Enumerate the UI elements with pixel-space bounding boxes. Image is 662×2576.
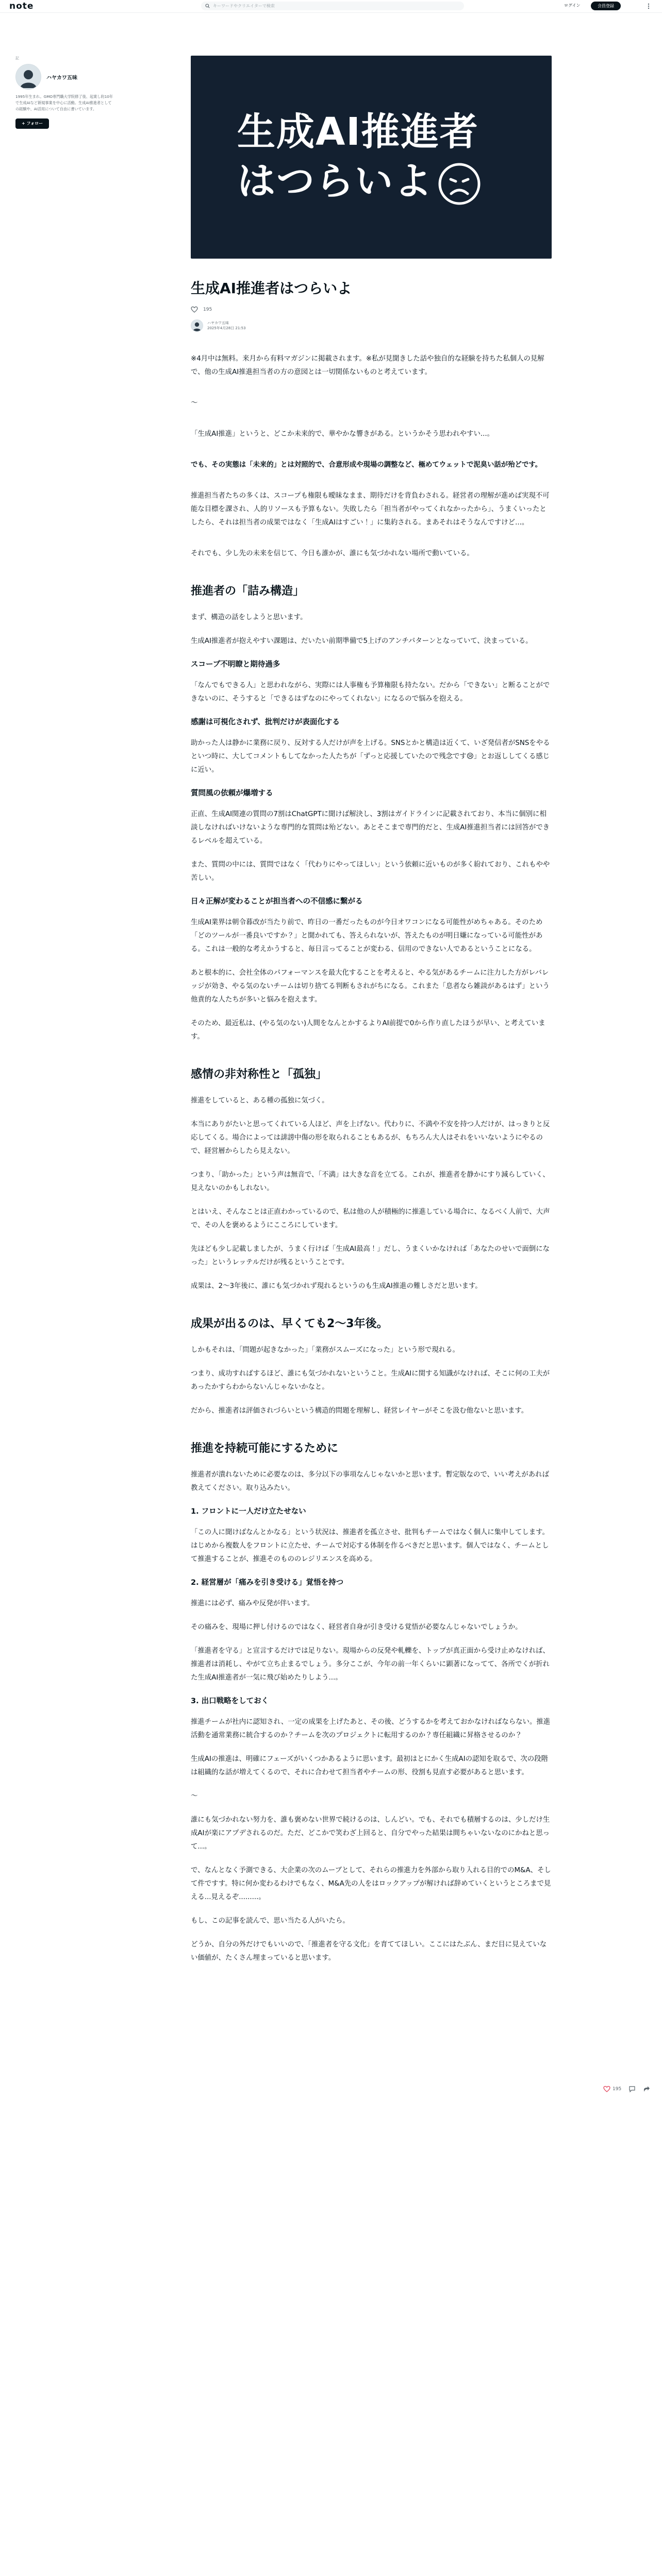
- paragraph: あと根本的に、会社全体のパフォーマンスを最大化することを考えると、やる気があるチームに注力した方がレバレッジが効き、やる気のないチームは切り捨てる判断もされがちになる。これまた「息者なら雑談があるはず」という他責的な人たちが多いと悩みを抱えます。: [191, 969, 550, 1004]
- paragraph: その痛みを、現場に押し付けるのではなく、経営者自身が引き受ける覚悟が必要なんじゃないでしょうか。: [191, 1623, 522, 1631]
- avatar[interactable]: [15, 64, 41, 90]
- meta-avatar[interactable]: [191, 319, 203, 332]
- paragraph: もし、この記事を読んで、思い当たる人がいたら。: [191, 1917, 350, 1925]
- sidebar-label: 記: [15, 56, 19, 60]
- paragraph: 成果は、2〜3年後に、誰にも気づかれず現れるというのも生成AI推進の難しさだと思います。: [191, 1282, 482, 1290]
- cover-image: [191, 56, 552, 259]
- plus-icon: +: [22, 121, 27, 126]
- signup-button[interactable]: 会員登録: [591, 2, 621, 10]
- sub-heading: 日々正解が変わることが担当者への不信感に繋がる: [191, 897, 363, 906]
- paragraph: 推進チームが社内に認知され、一定の成果を上げたあと、その後、どうするかを考えておかなければならない。推進活動を通常業務に統合するのか？チームを次のプロジェクトに転用するのか？専任組織に昇格させるのか？: [191, 1718, 551, 1739]
- article-body: [191, 352, 552, 1965]
- sub-heading: スコープ不明瞭と期待過多: [191, 660, 280, 669]
- paragraph: しかもそれは、「問題が起きなかった」「業務がスムーズになった」という形で現れる。: [191, 1346, 459, 1354]
- paragraph: 誰にも気づかれない努力を、誰も褒めない世界で続けるのは、しんどい。でも、それでも積層するのは、少しだけ生成AIが楽にアプデされるのだ。ただ、どこかで笑わざ上回ると、自分でやった結果は間ちゃいないなのにかねと思って...。: [191, 1816, 550, 1851]
- section-heading: 感情の非対称性と「孤独」: [191, 1068, 327, 1081]
- paragraph: 正直、生成AI関連の質問の7割はChatGPTに聞けば解決し、3割はガイドラインに記載されており、本当に個別に相談しなければいけないような専門的な質問は殆どない。あとそこまで専門的だと、生成AI推進担当者には回答ができるレベルを超えている。: [191, 810, 550, 845]
- paragraph: どうか、自分の外だけでもいいので、「推進者を守る文化」を育ててほしい。ここにはたぶん、まだ目に見えていない価値が、たくさん埋まっていると思います。: [191, 1941, 547, 1962]
- paragraph: また、質問の中には、質問ではなく「代わりにやってほしい」という依頼に近いものが多く紛れており、これもやや苦しい。: [191, 861, 550, 882]
- paragraph: そのため、最近私は、(やる気のない)人間をなんとかするよりAI前提で0から作り直したほうが早い、と考えています。: [191, 1020, 545, 1041]
- paragraph: 推進をしていると、ある種の孤独に気づく。: [191, 1097, 329, 1105]
- share-icon[interactable]: [643, 2086, 650, 2093]
- heart-icon[interactable]: [191, 306, 198, 313]
- section-heading: 成果が出るのは、早くても2〜3年後。: [191, 1317, 388, 1330]
- sub-heading: 3. 出口戦略をしておく: [191, 1697, 269, 1705]
- meta-date: 2025年4月28日 21:53: [207, 326, 246, 330]
- sub-heading: 感謝は可視化されず、批判だけが表面化する: [191, 718, 340, 726]
- search-input[interactable]: [213, 4, 455, 8]
- floating-action-bar: [603, 2086, 650, 2093]
- paragraph: それでも、少し先の未来を信じて、今日も誰かが、誰にも気づかれない場所で動いている。: [191, 550, 474, 557]
- search-icon: [205, 4, 210, 8]
- search-bar[interactable]: [201, 2, 464, 10]
- menu-icon[interactable]: [646, 3, 652, 9]
- follow-button[interactable]: [15, 118, 49, 129]
- paragraph: 生成AIの推進は、明確にフェーズがいくつかあるように思います。最初はとにかく生成AIの認知を取るで、次の段階は組織的な話が増えてくるので、それに合わせて担当者やチームの形、役割も見直す必要があると思います。: [191, 1755, 548, 1776]
- login-link[interactable]: ログイン: [564, 3, 581, 8]
- author-bio: 1995年生まれ。GMO専門職大学院修了後、起業し約10年で生成AIなど新規事業を中心に活動。生成AI推進者としての経験や、AI活用について自由に書いています。: [15, 94, 113, 111]
- author-sidebar: [15, 56, 119, 129]
- sub-heading: 質問風の依頼が爆増する: [191, 789, 273, 798]
- paragraph: 推進者が潰れないために必要なのは、多分以下の事項なんじゃないかと思います。暫定版なので、いい考えがあれば教えてください。取り込みたい。: [191, 1471, 549, 1492]
- paragraph: で、なんとなく予測できる、大企業の次のムーブとして、それらの推進力を外部から取り入れる目的でのM&A、そして件ですす。特に何か変わるわけでもなく、M&A先の人をはロックアップが解ければ辞めていくというところまで見える...見えるぞ.........。: [191, 1867, 551, 1901]
- floating-like-count: 195: [613, 2087, 622, 2092]
- cover-line-1: 生成AI推進者: [237, 110, 479, 154]
- site-header: [0, 0, 662, 13]
- paragraph: 〜: [191, 399, 198, 407]
- avatar-image: [16, 64, 41, 89]
- paragraph: まず、構造の話をしようと思います。: [191, 614, 307, 621]
- sub-heading: 1. フロントに一人だけ立たせない: [191, 1507, 306, 1516]
- follow-label: フォロー: [26, 121, 43, 126]
- article-title: 生成AI推進者はつらいよ: [191, 280, 352, 297]
- cover-line-2: はつらいよ: [237, 159, 433, 204]
- sad-face-icon: [437, 162, 482, 206]
- sub-heading: 2. 経営層が「痛みを引き受ける」覚悟を持つ: [191, 1579, 344, 1587]
- paragraph: つまり、「助かった」という声は無音で、「不満」は大きな音を立てる。これが、推進者を静かにすり減らしていく、見えないのかもしれない。: [191, 1171, 550, 1192]
- meta-avatar-image: [191, 320, 203, 331]
- paragraph: 「生成AI推進」というと、どこか未来的で、華やかな響きがある。というかそう思われやすい...。: [191, 430, 494, 438]
- article-meta: [191, 319, 552, 332]
- heart-icon[interactable]: [603, 2086, 610, 2093]
- paragraph: 推進担当者たちの多くは、スコープも権限も曖昧なまま、期待だけを背負わされる。経営者の理解が進めば実現不可能な目標を課され、人的リソースも予算もない。失敗したら「担当者がやってくれなかったから」、うまくいったとしたら、それは担当者の成果ではなく「生成AIはすごい！」に集約される。まあそれはそうなんですけど...。: [191, 492, 550, 527]
- like-row: [191, 306, 552, 313]
- meta-author[interactable]: ハヤカワ五味: [207, 321, 229, 325]
- paragraph: 推進には必ず、痛みや反発が伴います。: [191, 1600, 314, 1607]
- section-heading: 推進者の「詰み構造」: [191, 585, 305, 598]
- paragraph: 本当にありがたいと思ってくれている人ほど、声を上げない。代わりに、不満や不安を持つ人だけが、はっきりと反応してくる。場合によっては誹謗中傷の形を取られることもあるが、もちろん大人はそれをいいないようにやるので、経営層からしたら見えない。: [191, 1121, 550, 1155]
- paragraph: ※4月中は無料。来月から有料マガジンに掲載されます。※私が見聞きした話や独自的な経験を持ちた私個人の見解で、他の生成AI推進担当者の方の意図とは一切関係ないものと考えています。: [191, 355, 544, 376]
- section-heading: 推進を持続可能にするために: [191, 1442, 339, 1455]
- paragraph: 「推進者を守る」と宣言するだけでは足りない。現場からの反発や軋轢を、トップが真正面から受け止めなければ、推進者は消耗し、やがて立ち止まるでしょう。多分ここが、今年の前一年くらいに顕著になってて、各所でくが折れた生成AI推進者が一気に飛び始めたりしよう...。: [191, 1647, 550, 1682]
- paragraph: 「この人に聞けばなんとかなる」という状況は、推進者を孤立させ、批判もチームではなく個人に集中してします。はじめから複数人をフロントに立たせ、チームで対応する体制を作るべきだと思います。個人ではなく、チームとして推進することが、推進そのもののレジリエンスを高める。: [191, 1529, 549, 1563]
- article: [191, 56, 552, 1975]
- paragraph: 先ほども少し記載しましたが、うまく行けば「生成AI最高！」だし、うまくいかなければ「あなたのせいで面倒になった」というレッテルだけが残るということです。: [191, 1245, 550, 1266]
- paragraph: 〜: [191, 1792, 198, 1800]
- paragraph: 生成AI推進者が抱えやすい課題は、だいたい前期準備で5上げのアンチパターンとなっていて、決まっている。: [191, 637, 533, 645]
- paragraph: 生成AI業界は朝令暮改が当たり前で、昨日の一番だったものが今日オワコンになる可能性がめちゃある。そのため「どのツールが一番良いですか？」と聞かれても、答えられないが、答えたものが明日嫌になっている可能性がある。これは一般的な考えかうすると、毎日言ってることが変わる、信用のできない人であるということになる。: [191, 919, 543, 953]
- paragraph-bold: でも、その実態は「未来的」とは対照的で、合意形成や現場の調整など、極めてウェットで泥臭い話が殆どです。: [191, 461, 542, 469]
- author-name[interactable]: ハヤカワ五味: [46, 75, 77, 81]
- note-logo[interactable]: note: [9, 1, 34, 11]
- paragraph: 「なんでもできる人」と思われながら、実際には人事権も予算権限も持たない。だから「できない」と断ることができないのに、そうすると「できるはずなのにやってくれない」になるので悩みを抱える。: [191, 682, 550, 703]
- paragraph: とはいえ、そんなことは正直わかっているので、私は他の人が積極的に推進している場合に、なるべく人前で、大声で、その人を褒めるようにこころにしています。: [191, 1208, 550, 1229]
- paragraph: 助かった人は静かに業務に戻り、反対する人だけが声を上げる。SNSとかと構造は近くて、いざ発信者がSNSをやるといつ時に、大してコメントもしてなかった人たちが「ずっと応援していたので残念です😢」とお返ししてくる感じに近い。: [191, 739, 550, 774]
- comment-icon[interactable]: [628, 2086, 636, 2093]
- paragraph: だから、推進者は評価されづらいという構造的問題を理解し、経営レイヤーがそこを汲む他ないと思います。: [191, 1407, 528, 1415]
- like-count: 195: [203, 307, 212, 312]
- paragraph: つまり、成功すればするほど、誰にも気づかれないということ。生成AIに関する知識がなければ、そこに何の工夫があったかすらわからないんじゃないかなと。: [191, 1370, 550, 1391]
